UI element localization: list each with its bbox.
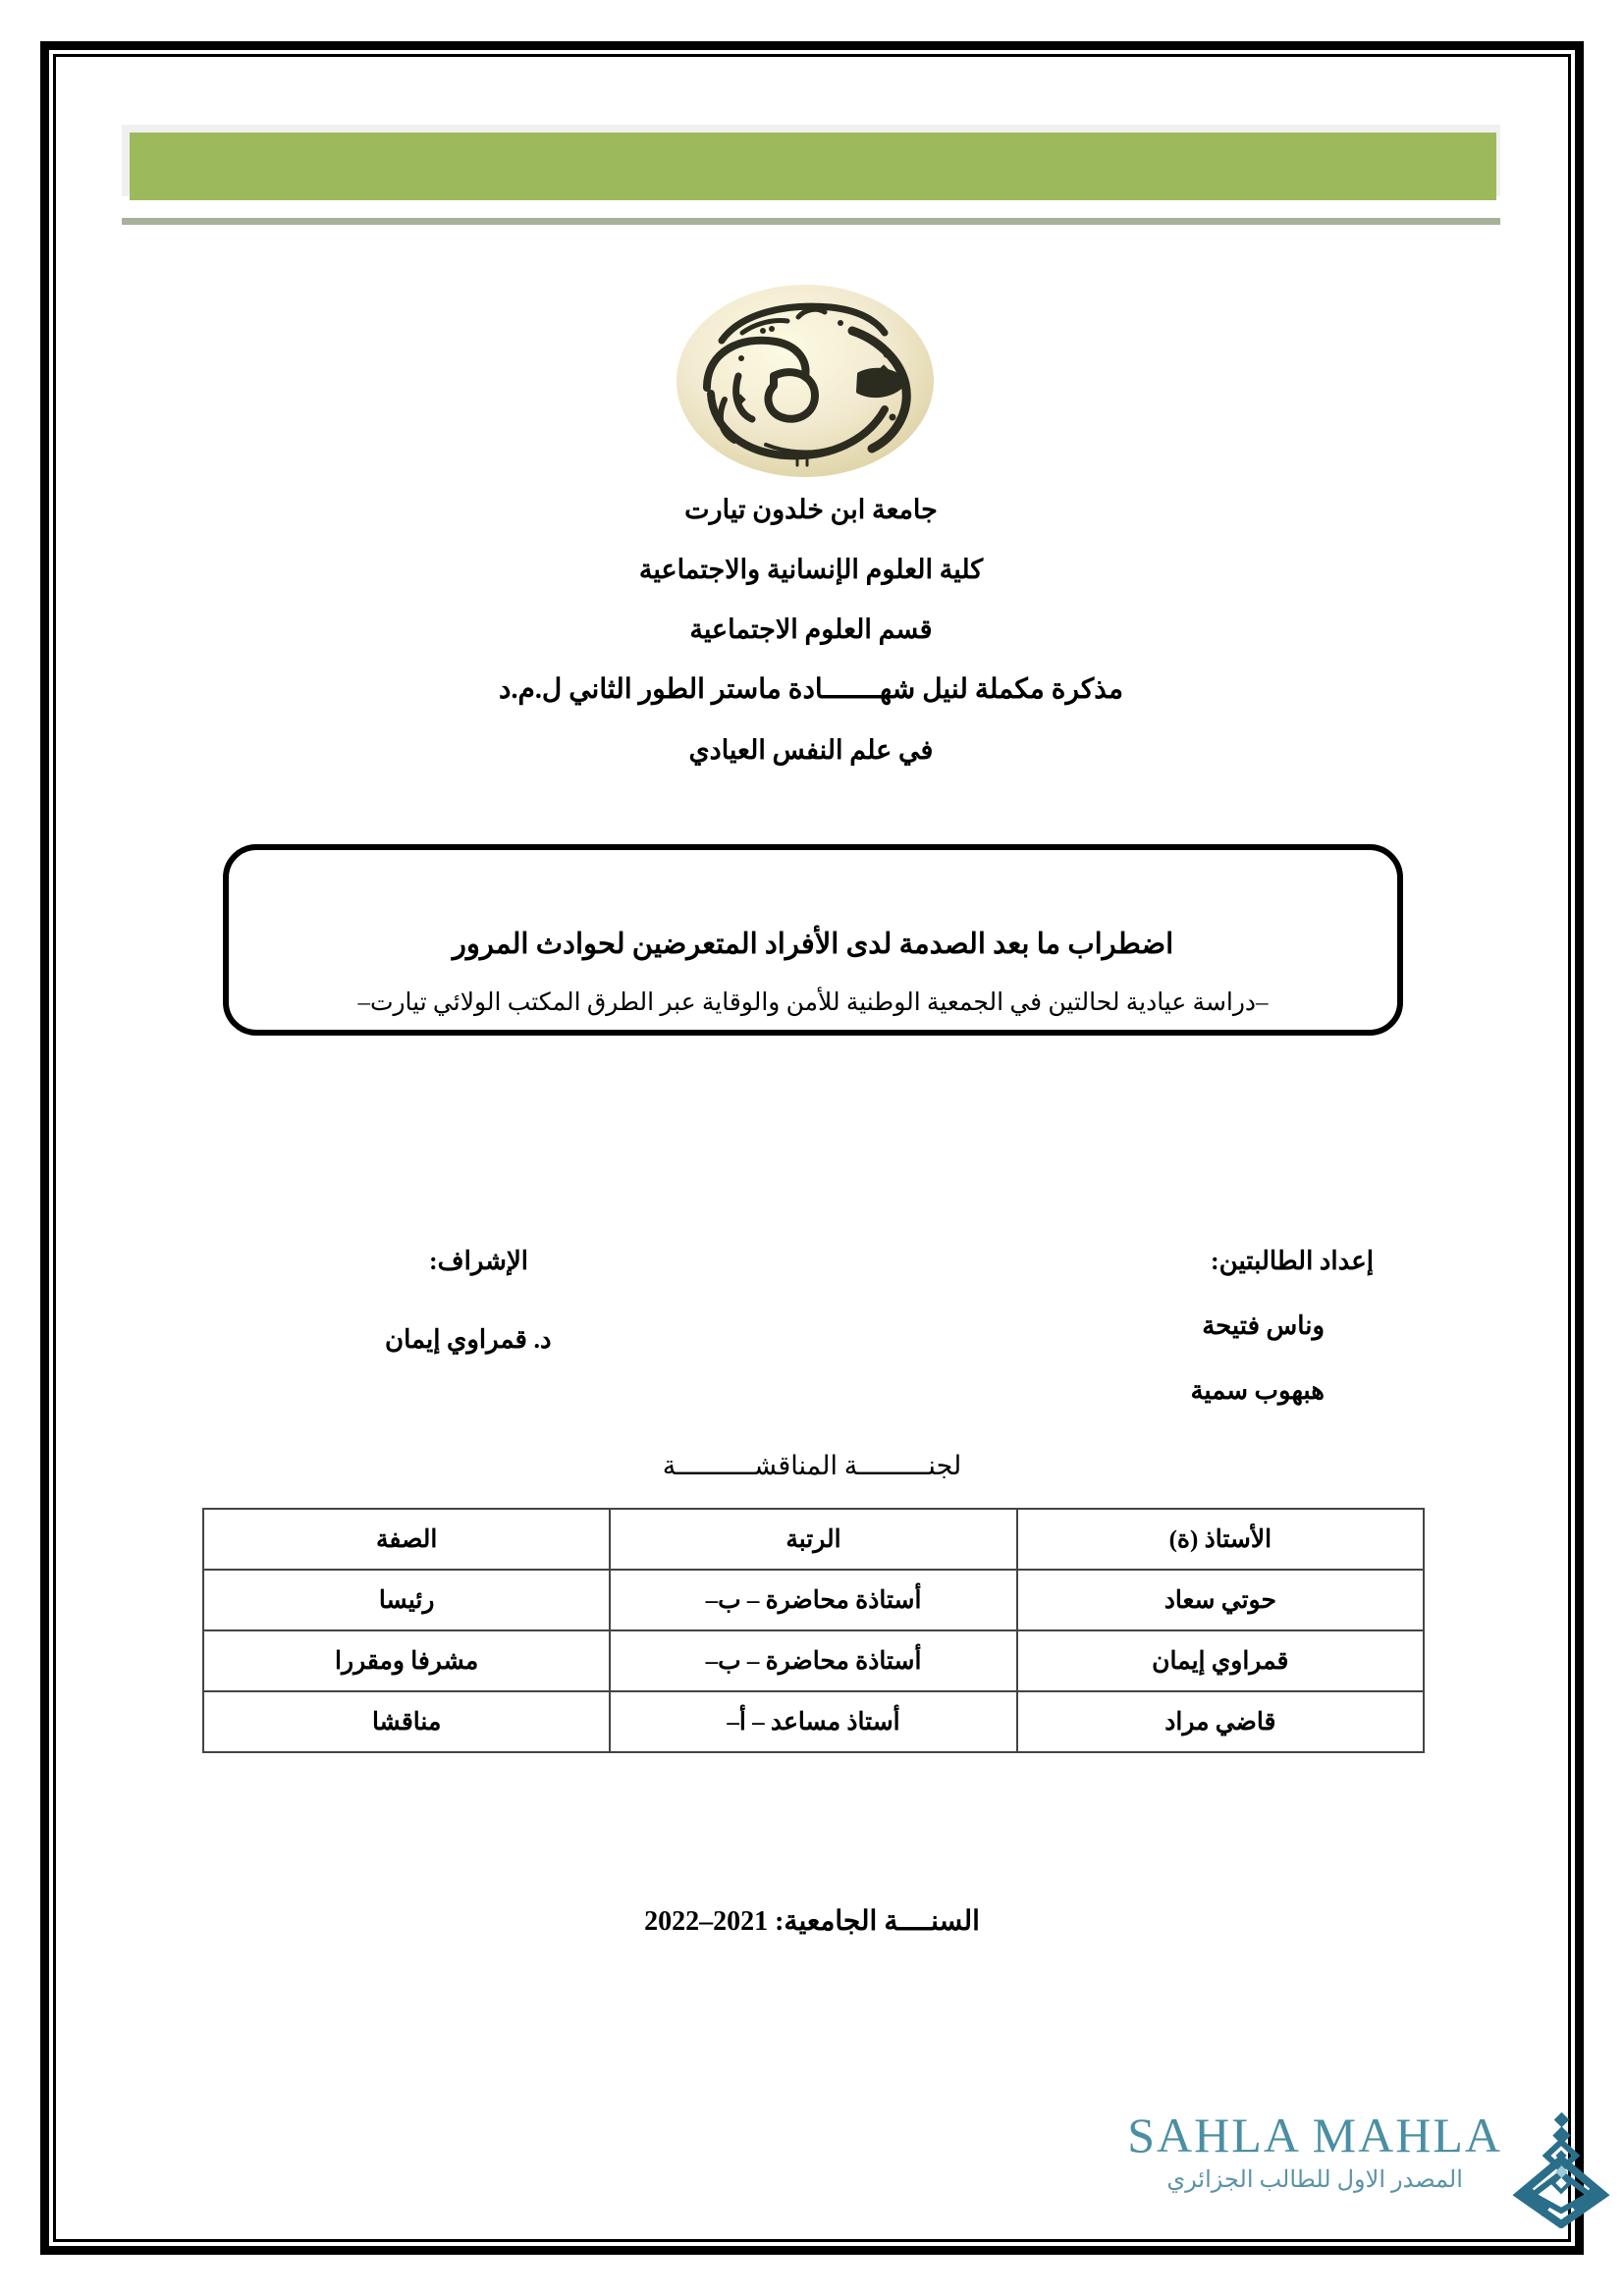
- student-name-1: وناس فتيحة: [1202, 1311, 1325, 1340]
- committee-heading: لجنـــــــــة المناقشــــــــــة: [662, 1451, 962, 1480]
- column-header-professor: الأستاذ (ة): [1017, 1509, 1424, 1570]
- institution-header: [122, 497, 1500, 797]
- faculty-name: كلية العلوم الإنسانية والاجتماعية: [638, 555, 984, 584]
- cell-role: مناقشا: [203, 1691, 610, 1752]
- student-name-2: هبهوب سمية: [1190, 1376, 1325, 1405]
- cell-rank: أستاذة محاضرة – ب–: [610, 1630, 1016, 1691]
- green-banner: [122, 125, 1500, 196]
- table-row: [203, 1630, 1424, 1691]
- cell-rank: أستاذ مساعد – أ–: [610, 1691, 1016, 1752]
- watermark: [1119, 2110, 1610, 2233]
- supervisor-name: د. قمراوي إيمان: [385, 1325, 552, 1354]
- thesis-subtitle: –دراسة عيادية لحالتين في الجمعية الوطنية للأمن والوقاية عبر الطرق المكتب الولائي تيارت–: [357, 989, 1269, 1016]
- academic-year: السنــــة الجامعية: 2021–2022: [644, 1906, 980, 1937]
- thesis-title-box: [223, 844, 1403, 1036]
- cell-rank: أستاذة محاضرة – ب–: [610, 1570, 1016, 1630]
- students-label: إعداد الطالبتين:: [1211, 1247, 1374, 1275]
- specialty-name: في علم النفس العيادي: [688, 735, 934, 765]
- green-banner-fill: [130, 133, 1496, 200]
- green-banner-shadow: [122, 218, 1500, 225]
- cell-role: مشرفا ومقررا: [203, 1630, 610, 1691]
- sahla-mahla-diamond-icon: [1507, 2112, 1615, 2228]
- committee-table: [202, 1508, 1425, 1753]
- watermark-title: SAHLA MAHLA: [1127, 2108, 1502, 2163]
- authors-row-labels: [223, 1247, 1403, 1311]
- watermark-subtitle: المصدر الاول للطالب الجزائري: [1166, 2167, 1463, 2193]
- authors-section: [223, 1247, 1403, 1441]
- cell-role: رئيسا: [203, 1570, 610, 1630]
- university-seal-icon: [648, 280, 962, 481]
- column-header-rank: الرتبة: [610, 1509, 1016, 1570]
- cell-professor: قاضي مراد: [1017, 1691, 1424, 1752]
- supervision-label: الإشراف:: [429, 1247, 529, 1275]
- column-header-role: الصفة: [203, 1509, 610, 1570]
- table-header-row: [203, 1509, 1424, 1570]
- department-name: قسم العلوم الاجتماعية: [689, 614, 933, 644]
- degree-note: مذكرة مكملة لنيل شهـــــــادة ماستر الطور الثاني ل.م.د: [499, 674, 1123, 705]
- cell-professor: قمراوي إيمان: [1017, 1630, 1424, 1691]
- university-name: جامعة ابن خلدون تيارت: [684, 495, 938, 524]
- table-row: [203, 1691, 1424, 1752]
- thesis-title: اضطراب ما بعد الصدمة لدى الأفراد المتعرضين لحوادث المرور: [452, 929, 1174, 960]
- cell-professor: حوتي سعاد: [1017, 1570, 1424, 1630]
- watermark-text: [1127, 2110, 1502, 2194]
- table-row: [203, 1570, 1424, 1630]
